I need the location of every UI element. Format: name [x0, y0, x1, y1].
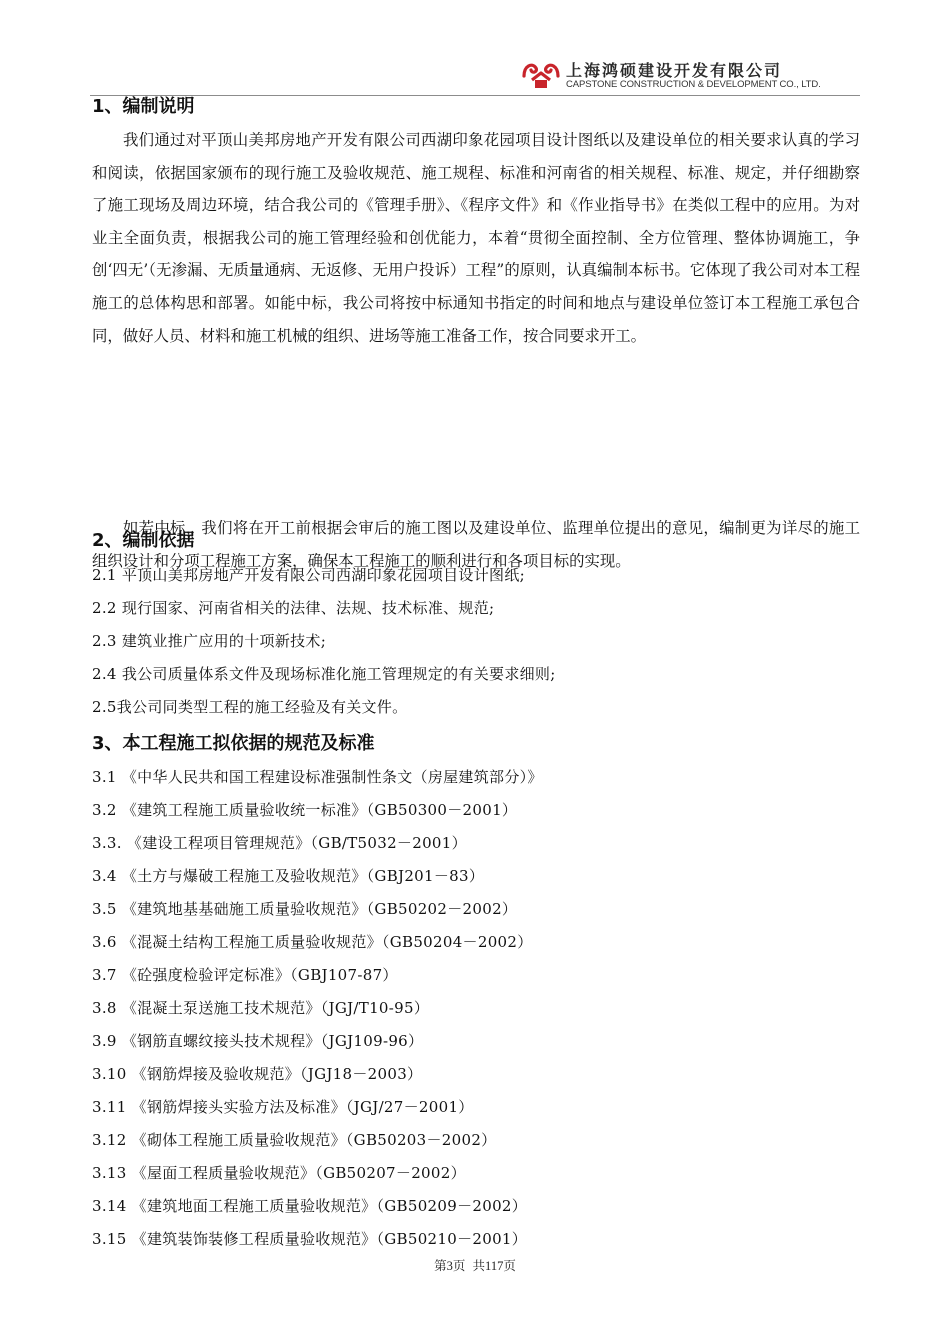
section-3-item: 3.9 《钢筋直螺纹接头技术规程》（JGJ109-96） — [92, 1032, 424, 1050]
section-3-item: 3.7 《砼强度检验评定标准》（GBJ107-87） — [92, 966, 398, 984]
section-2-heading: 2、编制依据 — [92, 530, 195, 551]
section-2-item: 2.2 现行国家、河南省相关的法律、法规、技术标准、规范; — [92, 599, 495, 617]
section-3-item: 3.13 《屋面工程质量验收规范》（GB50207－2002） — [92, 1164, 466, 1182]
section-2-item: 2.5我公司同类型工程的施工经验及有关文件。 — [92, 698, 408, 716]
header-divider — [90, 95, 860, 96]
section-2-item: 2.4 我公司质量体系文件及现场标准化施工管理规定的有关要求细则; — [92, 665, 556, 683]
section-1-heading: 1、编制说明 — [92, 96, 195, 117]
section-3-item: 3.15 《建筑装饰装修工程质量验收规范》（GB50210－2001） — [92, 1230, 528, 1248]
section-2-item: 2.1 平顶山美邦房地产开发有限公司西湖印象花园项目设计图纸; — [92, 566, 525, 584]
company-logo-icon — [520, 56, 562, 90]
section-3-item: 3.14 《建筑地面工程施工质量验收规范》（GB50209－2002） — [92, 1197, 528, 1215]
section-3-item: 3.4 《土方与爆破工程施工及验收规范》（GBJ201－83） — [92, 867, 485, 885]
section-3-item: 3.11 《钢筋焊接头实验方法及标准》（JGJ/27－2001） — [92, 1098, 474, 1116]
company-name-en: CAPSTONE CONSTRUCTION & DEVELOPMENT CO., LTD. — [566, 79, 821, 90]
section-3-item: 3.6 《混凝土结构工程施工质量验收规范》（GB50204－2002） — [92, 933, 533, 951]
section-3-item: 3.1 《中华人民共和国工程建设标准强制性条文（房屋建筑部分）》 — [92, 768, 543, 786]
page-header — [520, 56, 840, 94]
section-1-paragraph-1: 我们通过对平顶山美邦房地产开发有限公司西湖印象花园项目设计图纸以及建设单位的相关要求认真的学习和阅读，依据国家颁布的现行施工及验收规范、施工规程、标准和河南省的相关规程、标准、规定，并仔细勘察了施工现场及周边环境，结合我公司的《管理手册》、《程序文件》和《作业指导书》在类似工程中的应用。为对业主全面负责，根据我公司的施工管理经验和创优能力，本着“贯彻全面控制、全方位管理、整体协调施工，争创‘四无’（无渗漏、无质量通病、无返修、无用户投诉）工程”的原则，认真编制本标书。它体现了我公司对本工程施工的总体构思和部署。如能中标，我公司将按中标通知书指定的时间和地点与建设单位签订本工程施工承包合同，做好人员、材料和施工机械的组织、进场等施工准备工作，按合同要求开工。 — [92, 131, 860, 345]
section-3-item: 3.12 《砌体工程施工质量验收规范》（GB50203－2002） — [92, 1131, 497, 1149]
page-number-footer: 第3页 共117页 — [434, 1259, 516, 1273]
section-3-item: 3.2 《建筑工程施工质量验收统一标准》（GB50300－2001） — [92, 801, 518, 819]
section-3-item: 3.10 《钢筋焊接及验收规范》（JGJ18－2003） — [92, 1065, 423, 1083]
section-3-item: 3.5 《建筑地基基础施工质量验收规范》（GB50202－2002） — [92, 900, 518, 918]
section-3-item: 3.3. 《建设工程项目管理规范》（GB/T5032－2001） — [92, 834, 467, 852]
section-2-item: 2.3 建筑业推广应用的十项新技术; — [92, 632, 327, 650]
section-3-item: 3.8 《混凝土泵送施工技术规范》（JGJ/T10-95） — [92, 999, 430, 1017]
section-3-heading: 3、本工程施工拟依据的规范及标准 — [92, 733, 375, 754]
section-1-paragraph-2: 如若中标，我们将在开工前根据会审后的施工图以及建设单位、监理单位提出的意见，编制更为详尽的施工组织设计和分项工程施工方案，确保本工程施工的顺利进行和各项目标的实现。 — [92, 519, 860, 570]
company-name-cn: 上海鸿硕建设开发有限公司 — [566, 61, 783, 80]
